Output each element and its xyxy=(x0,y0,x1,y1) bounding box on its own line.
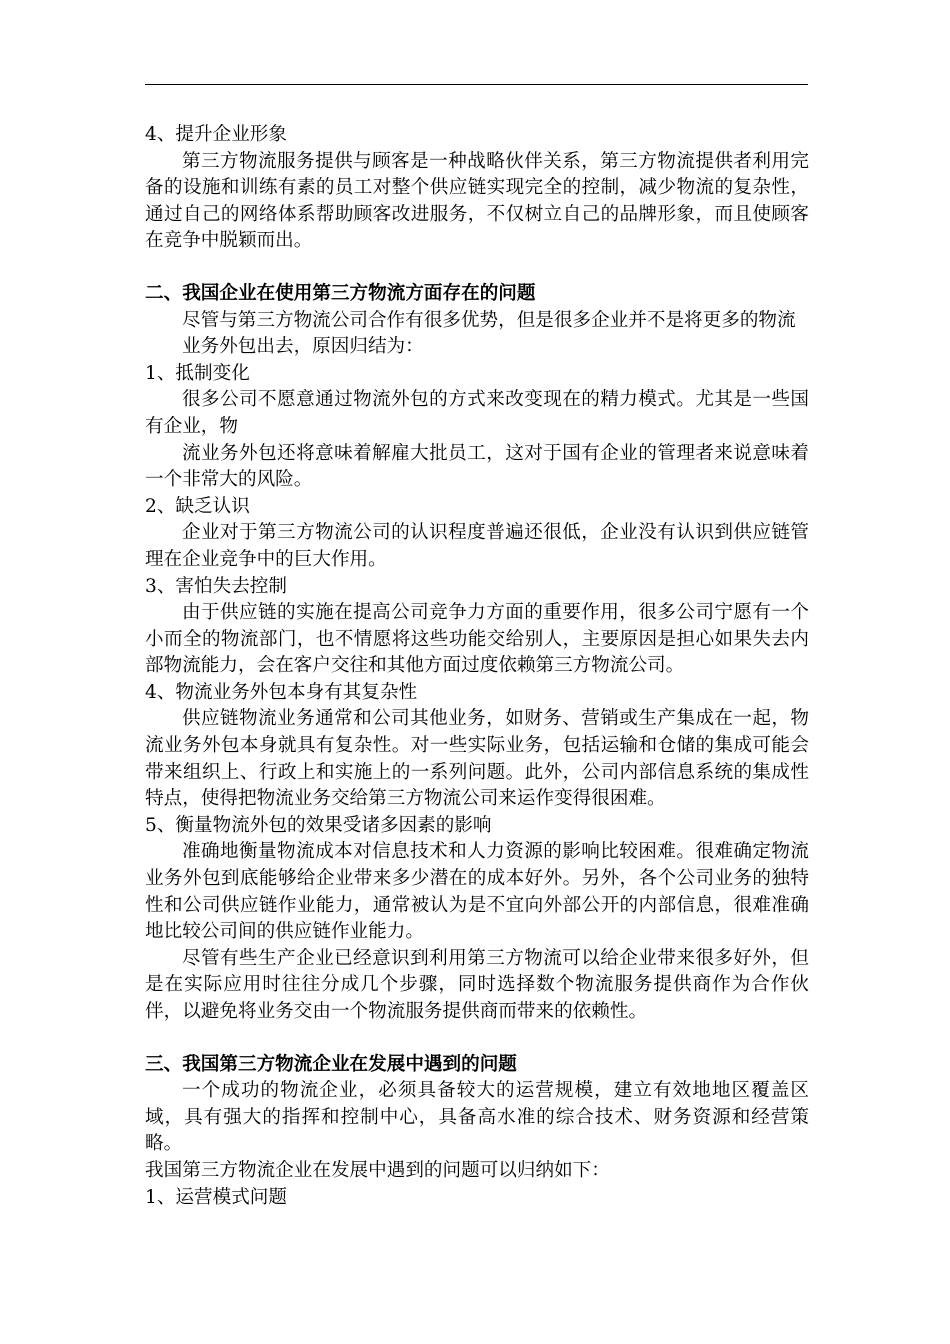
list-item-heading: 5、衡量物流外包的效果受诸多因素的影响 xyxy=(145,814,492,836)
intro-paragraph: 尽管与第三方物流公司合作有很多优势，但是很多企业并不是将更多的物流业务外包出去，原因归结为： xyxy=(182,309,796,358)
list-item-heading: 4、物流业务外包本身有其复杂性 xyxy=(145,681,418,703)
header-rule xyxy=(145,84,808,85)
body-paragraph: 流业务外包还将意味着解雇大批员工，这对于国有企业的管理者来说意味着一个非常大的风险。 xyxy=(145,442,809,491)
section-heading: 三、我国第三方物流企业在发展中遇到的问题 xyxy=(145,1053,517,1075)
list-item-heading: 2、缺乏认识 xyxy=(145,495,250,517)
body-paragraph: 第三方物流服务提供与顾客是一种战略伙伴关系，第三方物流提供者利用完备的设施和训练有素的员工对整个供应链实现完全的控制，减少物流的复杂性，通过自己的网络体系帮助顾客改进服务，不仅树立自己的品牌形象，而且使顾客在竞争中脱颖而出。 xyxy=(145,150,809,252)
body-paragraph: 企业对于第三方物流公司的认识程度普遍还很低，企业没有认识到供应链管理在企业竞争中的巨大作用。 xyxy=(145,522,809,570)
list-item-heading: 1、抵制变化 xyxy=(145,362,250,384)
document-body xyxy=(145,122,809,1211)
list-item-heading: 1、运营模式问题 xyxy=(145,1186,287,1208)
section-heading: 二、我国企业在使用第三方物流方面存在的问题 xyxy=(145,282,536,304)
body-paragraph: 一个成功的物流企业，必须具备较大的运营规模，建立有效地地区覆盖区域，具有强大的指挥和控制中心，具备高水准的综合技术、财务资源和经营策略。 xyxy=(145,1080,809,1155)
list-item-heading: 3、害怕失去控制 xyxy=(145,575,287,597)
list-item-heading: 4、提升企业形象 xyxy=(145,124,287,145)
body-paragraph: 供应链物流业务通常和公司其他业务，如财务、营销或生产集成在一起，物流业务外包本身就具有复杂性。对一些实际业务，包括运输和仓储的集成可能会带来组织上、行政上和实施上的一系列问题。此外，公司内部信息系统的集成性特点，使得把物流业务交给第三方物流公司来运作变得很困难。 xyxy=(145,708,809,810)
body-paragraph: 由于供应链的实施在提高公司竞争力方面的重要作用，很多公司宁愿有一个小而全的物流部门，也不情愿将这些功能交给别人，主要原因是担心如果失去内部物流能力，会在客户交往和其他方面过度依赖第三方物流公司。 xyxy=(145,602,809,677)
plain-paragraph: 我国第三方物流企业在发展中遇到的问题可以归纳如下： xyxy=(145,1159,610,1181)
body-paragraph: 很多公司不愿意通过物流外包的方式来改变现在的精力模式。尤其是一些国有企业，物 xyxy=(145,389,809,437)
body-paragraph: 准确地衡量物流成本对信息技术和人力资源的影响比较困难。很难确定物流业务外包到底能够给企业带来多少潜在的成本好外。另外，各个公司业务的独特性和公司供应链作业能力，通常被认为是不宜向外部公开的内部信息，很难准确地比较公司间的供应链作业能力。 xyxy=(145,841,809,943)
body-paragraph: 尽管有些生产企业已经意识到利用第三方物流可以给企业带来很多好外，但是在实际应用时往往分成几个步骤，同时选择数个物流服务提供商作为合作伙伴，以避免将业务交由一个物流服务提供商而带来的依赖性。 xyxy=(145,947,809,1022)
